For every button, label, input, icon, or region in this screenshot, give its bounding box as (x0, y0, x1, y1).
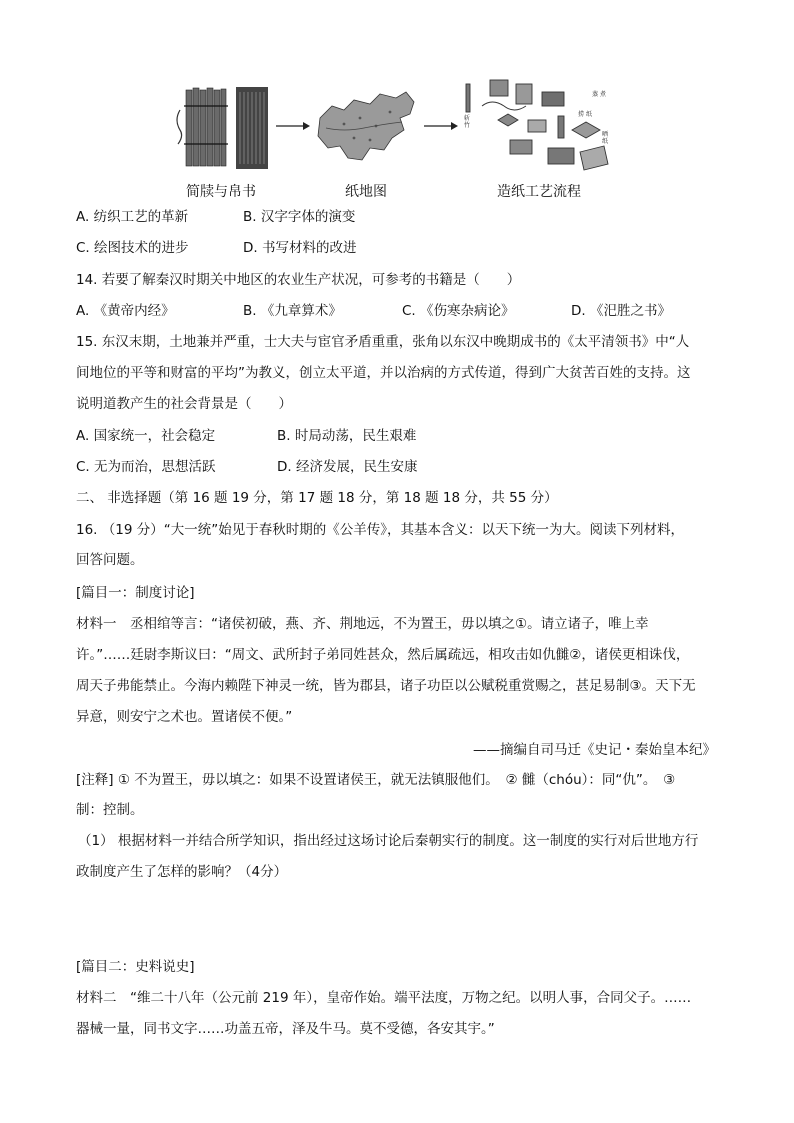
material1-line-4: 异意，则安宁之术也。置诸侯不便。” (76, 709, 293, 725)
material1-source: ——摘编自司马迁《史记・秦始皇本纪》 (473, 742, 716, 758)
notes-line-2: 制：控制。 (76, 802, 144, 818)
material2-line-1: 材料二 “维二十八年（公元前 219 年），皇帝作始。端平法度，万物之纪。以明人事，合同父子。…… (76, 990, 692, 1006)
q13-option-c: C. 绘图技术的进步 (76, 240, 189, 256)
section-heading: 二、 非选择题（第 16 题 19 分，第 17 题 18 分，第 18 题 18 分，共 55 分） (76, 490, 558, 506)
q15-option-b: B. 时局动荡，民生艰难 (277, 428, 417, 444)
svg-text:纸: 纸 (602, 138, 609, 145)
sub-question-1-line-2: 政制度产生了怎样的影响？（4分） (76, 864, 288, 880)
q14-option-d: D. 《汜胜之书》 (571, 303, 671, 319)
q15-stem-line-1: 15. 东汉末期，土地兼并严重，士大夫与宦官矛盾重重，张角以东汉中晚期成书的《太平清领书》中“人 (76, 334, 690, 350)
svg-text:晒: 晒 (602, 131, 609, 138)
material1-line-2: 许。”……廷尉李斯议曰：“周文、武所封子弟同姓甚众，然后属疏远，相攻击如仇雠②，诸侯更相诛伐， (76, 647, 690, 663)
material1-line-1: 材料一 丞相绾等言：“诸侯初破，燕、齐、荆地远，不为置王，毋以填之①。请立诸子，唯上幸 (76, 616, 649, 632)
q16-stem-line-1: 16. （19 分）“大一统”始见于春秋时期的《公羊传》，其基本含义：以天下统一为大。阅读下列材料， (76, 522, 684, 538)
q15-stem-line-2: 间地位的平等和财富的平均”为教义，创立太平道，并以治病的方式传道，得到广大贫苦百姓的支持。这 (76, 365, 691, 381)
papermaking-process-image (462, 76, 612, 176)
notes-line-1: [注释] ① 不为置王，毋以填之：如果不设置诸侯王，就无法镇服他们。 ② 雠（chóu）：同“仇”。 ③ (76, 772, 676, 788)
q15-stem-line-3: 说明道教产生的社会背景是（ ） (76, 396, 292, 412)
q15-option-d: D. 经济发展，民生安康 (277, 459, 418, 475)
material2-line-2: 器械一量，同书文字……功盖五帝，泽及牛马。莫不受德，各安其宇。” (76, 1021, 495, 1037)
q14-stem: 14. 若要了解秦汉时期关中地区的农业生产状况，可参考的书籍是（ ） (76, 272, 521, 288)
material1-line-3: 周天子弗能禁止。今海内赖陛下神灵一统，皆为郡县，诸子功臣以公赋税重赏赐之，甚足易制③。天下无 (76, 678, 696, 694)
figure-caption-1: 简牍与帛书 (186, 184, 256, 200)
arrow-right-icon (424, 121, 458, 131)
svg-text:斩: 斩 (464, 115, 471, 122)
sub-question-1-line-1: （1） 根据材料一并结合所学知识，指出经过这场讨论后秦朝实行的制度。这一制度的实行对后世地方行 (78, 833, 699, 849)
paper-map-image (314, 88, 418, 166)
svg-text:竹: 竹 (464, 122, 471, 129)
svg-text:纸: 纸 (586, 111, 593, 118)
q13-option-a: A. 纺织工艺的革新 (76, 209, 189, 225)
svg-text:蒸: 蒸 (592, 91, 599, 98)
part1-title: [篇目一：制度讨论] (76, 585, 195, 601)
svg-text:煮: 煮 (600, 91, 607, 98)
figure-caption-3: 造纸工艺流程 (497, 184, 581, 200)
q14-option-c: C. 《伤寒杂病论》 (402, 303, 515, 319)
q13-option-d: D. 书写材料的改进 (243, 240, 357, 256)
arrow-right-icon (276, 121, 310, 131)
bamboo-slips-image (176, 84, 272, 174)
q15-option-a: A. 国家统一，社会稳定 (76, 428, 216, 444)
q13-option-b: B. 汉字字体的演变 (243, 209, 356, 225)
figure-caption-2: 纸地图 (345, 184, 387, 200)
q15-option-c: C. 无为而治，思想活跃 (76, 459, 216, 475)
q16-stem-line-2: 回答问题。 (76, 552, 144, 568)
q14-option-a: A. 《黄帝内经》 (76, 303, 175, 319)
part2-title: [篇目二：史料说史] (76, 959, 195, 975)
svg-text:捞: 捞 (578, 111, 585, 118)
q14-option-b: B. 《九章算术》 (243, 303, 342, 319)
